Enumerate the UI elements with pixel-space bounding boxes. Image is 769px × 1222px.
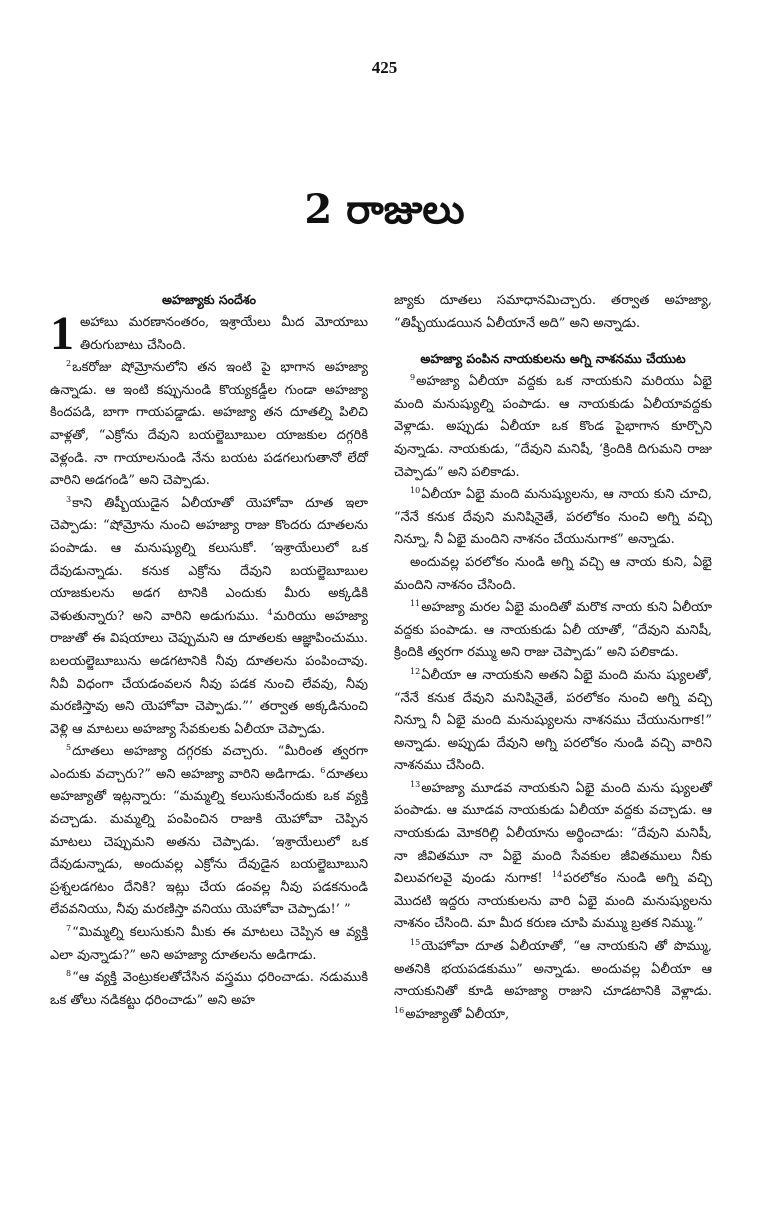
paragraph <box>394 665 712 778</box>
verse-text: యెహోవా దూత ఏలీయాతో, “ఆ నాయకుని తో పొమ్ము, అతనికి భయపడకుము” అన్నాడు. అందువల్ల ఏలీయా ఆ నాయకునితో కూడి అహజ్యా రాజుని చూడటానికి వెళ్లాడు. <box>394 939 712 1000</box>
paragraph <box>394 552 712 597</box>
page-number: 425 <box>371 58 398 77</box>
verse-text: మరియు అహజ్యా రాజుతో ఈ విషయాలు చెప్పుమని ఆ దూతలకు ఆజ్ఞాపించుము. బలయల్జెబూబును అడగటానికి నీవు దూతలను పంపించావు. నీవీ విధంగా చేయడంవలన నీవు పడక నుంచి లేవవు, నీవు మరణిస్తావు అని యెహోవా చెప్పాడు.”’ తర్వాత అక్కడినుంచి వెళ్లి ఆ మాటలు అహజ్యా సేవకులకు ఏలీయా చెప్పాడు. <box>50 608 368 737</box>
verse-text: కాని తిష్బీయుడైన ఏలీయాతో యెహోవా దూత ఇలా చెప్పాడు: “షోమ్రోను నుంచి అహజ్యా రాజు కొందరు దూతలను పంపాడు. ఆ మనుష్యుల్ని కలుసుకో. ‘ఇశ్రాయేలులో ఒక దేవుడున్నాడు. కనుక ఎక్రోను దేవుని బయల్జెబూబుల యాజకులను అడగ టానికి ఎందుకు మీరు అక్కడికి వెళుతున్నారు? అని వారిని అడుగుము. <box>50 495 368 624</box>
verse-number: 16 <box>394 1005 405 1015</box>
verse-text: అహజ్యా ఏలీయా వద్దకు ఒక నాయకుని మరియు ఏభై మంది మనుష్యుల్ని పంపాడు. ఆ నాయకుడు ఏలీయావద్దకు వెళ్లాడు. అప్పుడు ఏలీయా ఒక కొండ పైభాగాన కూర్చొని వున్నాడు. నాయకుడు, “దేవుని మనిషీ, ‘క్రిందికి దిగుమని రాజు చెప్పాడు” అని పలికాడు. <box>394 374 712 480</box>
verse-number: 2 <box>66 359 72 369</box>
right-paragraphs <box>394 371 712 1026</box>
verse-text: పరలోకం నుండి అగ్ని వచ్చి మొదటి ఇద్దరు నాయకులను వారి ఏభై మంది మనుష్యులను నాశనం చేసింది. మా మీద కరుణ చూపి మమ్ము బ్రతక నిమ్ము.” <box>394 871 712 932</box>
paragraph <box>50 922 368 967</box>
paragraph <box>394 936 712 1026</box>
verse-text: దూతలు అహజ్యా దగ్గరకు వచ్చారు. “మీరింత త్వరగా ఎందుకు వచ్చారు?” అని అహజ్యా వారిని అడిగాడు. <box>50 744 368 782</box>
verse-number: 12 <box>410 666 421 676</box>
paragraph <box>394 371 712 484</box>
chapter-number: 1 <box>50 307 74 360</box>
paragraph <box>50 967 368 1012</box>
verse-text: ఏలీయా ఏభై మంది మనుష్యులను, ఆ నాయ కుని చూచి, “నేనే కనుక దేవుని మనిషినైతే, పరలోకం నుంచి అగ్ని వచ్చి నిన్నూ, నీ ఏభై మందిని నాశనం చేయునుగాక” అన్నాడు. <box>394 487 712 548</box>
verse-text: దూతలు అహజ్యాతో ఇట్లన్నారు: “మమ్మల్ని కలుసుకునేందుకు ఒక వ్యక్తి వచ్చాడు. మమ్మల్ని పంపించిన రాజుకి యెహోవా చెప్పిన మాటలు చెప్పుమని అతను చెప్పాడు. ‘ఇశ్రాయేలులో ఒక దేవుడున్నాడు, అందువల్ల ఎక్రోను దేవుడైన బయల్జెబూబుని ప్రశ్నలడగటం దేనికి? ఇట్లు చేయ డంవల్ల నీవు పడకనుండి లేవవనియు, నీవు మరణిస్తా వనియు యెహోవా చెప్పాడు!’ ” <box>50 766 368 918</box>
verse-number: 6 <box>320 765 326 775</box>
book-title: 2 రాజులు <box>304 186 465 233</box>
verse-text: “ఆ వ్యక్తి వెంట్రుకలతోచేసిన వస్త్రము ధరించాడు. నడుముకి ఒక తోలు నడికట్టు ధరించాడు” అని అహ <box>50 970 368 1008</box>
verse-text: అహజ్యాతో ఏలీయా, <box>405 1006 510 1022</box>
section-heading-right: అహజ్యా పంపిన నాయకులను అగ్ని నాశనము చేయుట <box>420 351 686 367</box>
section-heading-left: అహజ్యాకు సందేశం <box>161 292 257 307</box>
left-column <box>50 290 368 1012</box>
verse-number: 5 <box>66 743 72 753</box>
continued-text: జ్యాకు దూతలు సమాధానమిచ్చారు. తర్వాత అహజ్యా, “తిష్బీయుడయిన ఏలీయానే అది” అని అన్నాడు. <box>394 293 712 331</box>
verse-text: అహాబు మరణానంతరం, ఇశ్రాయేలు మీద మోయాబు తిరుగుబాటు చేసింది. <box>80 315 368 353</box>
paragraph <box>394 778 712 936</box>
verse-text: ఒకరోజు షోమ్రోనులోని తన ఇంటి పై భాగాన అహజ్యా ఉన్నాడు. ఆ ఇంటి కప్పునుండి కొయ్యకడ్డీల గుండా అహజ్యా కిందపడి, బాగా గాయపడ్డాడు. అహజ్యా తన దూతల్ని పిలిచి వాళ్లతో, “ఎక్రోను దేవుని బయల్జెబూబుల యాజకుల దగ్గరికి వెళ్లండి. నా గాయాలనుండి నేను బయట పడగలుగుతానో లేదో వారిని అడగండి” అని చెప్పాడు. <box>50 360 368 489</box>
paragraph <box>50 357 368 493</box>
verse-number: 8 <box>66 969 72 979</box>
verse-number: 13 <box>410 779 421 789</box>
paragraph <box>50 493 368 742</box>
paragraph <box>50 307 368 360</box>
verse-number: 10 <box>410 486 421 496</box>
paragraph <box>50 741 368 922</box>
verse-number: 15 <box>410 938 421 948</box>
verse-text: “మిమ్మల్ని కలుసుకుని మీకు ఈ మాటలు చెప్పిన ఆ వ్యక్తి ఎలా వున్నాడు?” అని అహజ్యా దూతలను అడిగాడు. <box>50 925 368 963</box>
verse-number: 9 <box>410 373 416 383</box>
paragraph <box>394 484 712 552</box>
verse-text: ఏలీయా ఆ నాయకుని అతని ఏభై మంది మను ష్యులతో, “నేనే కనుక దేవుని మనిషినైతే, పరలోకం నుంచి అగ్ని వచ్చి నిన్నూ నీ ఏభై మంది మనుష్యులను నాశనము చేయునుగాక!” అన్నాడు. అప్పుడు దేవుని అగ్ని పరలోకం నుండి వచ్చి వారిని నాశనము చేసింది. <box>394 667 712 774</box>
verse-number: 3 <box>66 494 72 504</box>
verse-text: అహజ్యా మరల ఏభై మందితో మరొక నాయ కుని ఏలీయా వద్దకు పంపాడు. ఆ నాయకుడు ఏలీ యాతో, “దేవుని మనిషీ, క్రిందికి త్వరగా రమ్ము అని రాజు చెప్పాడు” అని పలికాడు. <box>394 600 712 661</box>
left-paragraphs <box>50 307 368 1012</box>
right-column <box>394 290 712 1026</box>
verse-number: 7 <box>66 924 72 934</box>
paragraph <box>394 597 712 665</box>
verse-number: 11 <box>410 599 421 609</box>
verse-number: 4 <box>267 607 273 617</box>
verse-text: అందువల్ల పరలోకం నుండి అగ్ని వచ్చి ఆ నాయ కుని, ఏభై మందిని నాశనం చేసింది. <box>394 554 712 593</box>
verse-text: అహజ్యా మూడవ నాయకుని ఏభై మంది మను ష్యులతో పంపాడు. ఆ మూడవ నాయకుడు ఏలీయా వద్దకు వచ్చాడు. ఆ నాయకుడు మోకరిల్లి ఏలీయాను అర్థించాడు: “దేవుని మనిషీ, నా జీవితమూ నా ఏభై మంది సేవకుల జీవితములు నీకు విలువగలవై వుండు నుగాక! <box>394 780 712 887</box>
verse-number: 14 <box>552 870 563 880</box>
